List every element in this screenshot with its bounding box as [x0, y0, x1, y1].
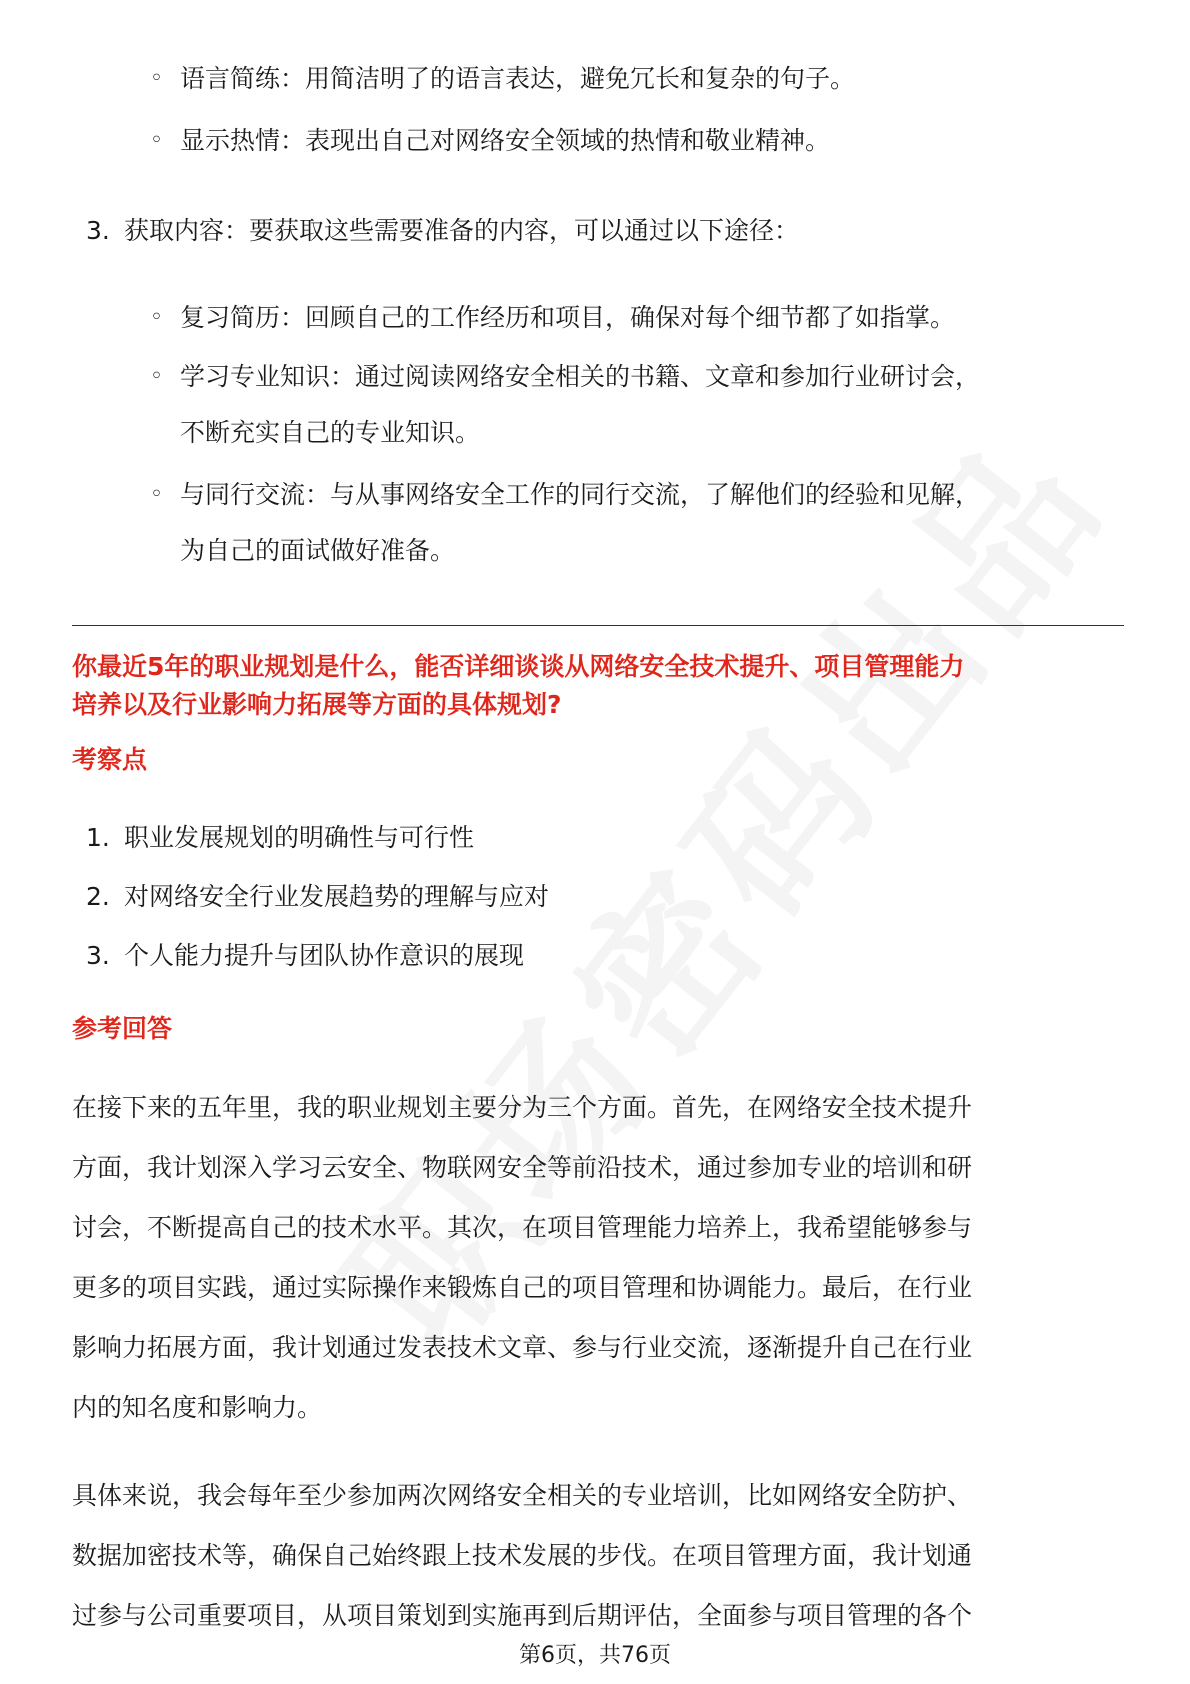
page-footer: 第6页，共76页	[519, 1643, 671, 1668]
answer-paragraph-line: 影响力拓展方面，我计划通过发表技术文章、参与行业交流，逐渐提升自己在行业	[72, 1333, 973, 1362]
list-item: 获取内容：要获取这些需要准备的内容，可以通过以下途径：	[124, 216, 800, 245]
answer-paragraph-line: 过参与公司重要项目，从项目策划到实施再到后期评估，全面参与项目管理的各个	[72, 1601, 973, 1630]
bullet-icon: ◦	[150, 482, 163, 507]
list-number: 1.	[86, 823, 110, 852]
bullet-icon: ◦	[150, 128, 163, 153]
answer-paragraph-line: 数据加密技术等，确保自己始终跟上技术发展的步伐。在项目管理方面，我计划通	[72, 1541, 973, 1570]
list-item-continuation: 为自己的面试做好准备。	[180, 536, 456, 565]
answer-paragraph-line: 内的知名度和影响力。	[72, 1393, 323, 1422]
list-item: 语言简练：用简洁明了的语言表达，避免冗长和复杂的句子。	[180, 64, 856, 93]
list-item: 对网络安全行业发展趋势的理解与应对	[124, 882, 550, 911]
question-title: 你最近5年的职业规划是什么，能否详细谈谈从网络安全技术提升、项目管理能力	[72, 652, 965, 681]
list-item: 显示热情：表现出自己对网络安全领域的热情和敬业精神。	[180, 126, 831, 155]
list-item: 与同行交流：与从事网络安全工作的同行交流，了解他们的经验和见解，	[180, 480, 981, 509]
bullet-icon: ◦	[150, 305, 163, 330]
list-number: 2.	[86, 882, 110, 911]
bullet-icon: ◦	[150, 66, 163, 91]
list-number: 3.	[86, 216, 110, 245]
answer-paragraph-line: 更多的项目实践，通过实际操作来锻炼自己的项目管理和协调能力。最后，在行业	[72, 1273, 973, 1302]
answer-paragraph-line: 讨会，不断提高自己的技术水平。其次，在项目管理能力培养上，我希望能够参与	[72, 1213, 973, 1242]
answer-paragraph-line: 具体来说，我会每年至少参加两次网络安全相关的专业培训，比如网络安全防护、	[72, 1481, 973, 1510]
list-item: 个人能力提升与团队协作意识的展现	[124, 941, 525, 970]
answer-heading: 参考回答	[72, 1014, 173, 1043]
list-number: 3.	[86, 941, 110, 970]
list-item-continuation: 不断充实自己的专业知识。	[180, 418, 481, 447]
answer-paragraph-line: 在接下来的五年里，我的职业规划主要分为三个方面。首先，在网络安全技术提升	[72, 1093, 973, 1122]
answer-paragraph-line: 方面，我计划深入学习云安全、物联网安全等前沿技术，通过参加专业的培训和研	[72, 1153, 973, 1182]
list-item: 职业发展规划的明确性与可行性	[124, 823, 475, 852]
list-item: 学习专业知识：通过阅读网络安全相关的书籍、文章和参加行业研讨会，	[180, 362, 981, 391]
bullet-icon: ◦	[150, 364, 163, 389]
question-title-continuation: 培养以及行业影响力拓展等方面的具体规划?	[72, 690, 562, 719]
points-heading: 考察点	[72, 745, 148, 774]
section-divider	[72, 625, 1124, 626]
list-item: 复习简历：回顾自己的工作经历和项目，确保对每个细节都了如指掌。	[180, 303, 956, 332]
